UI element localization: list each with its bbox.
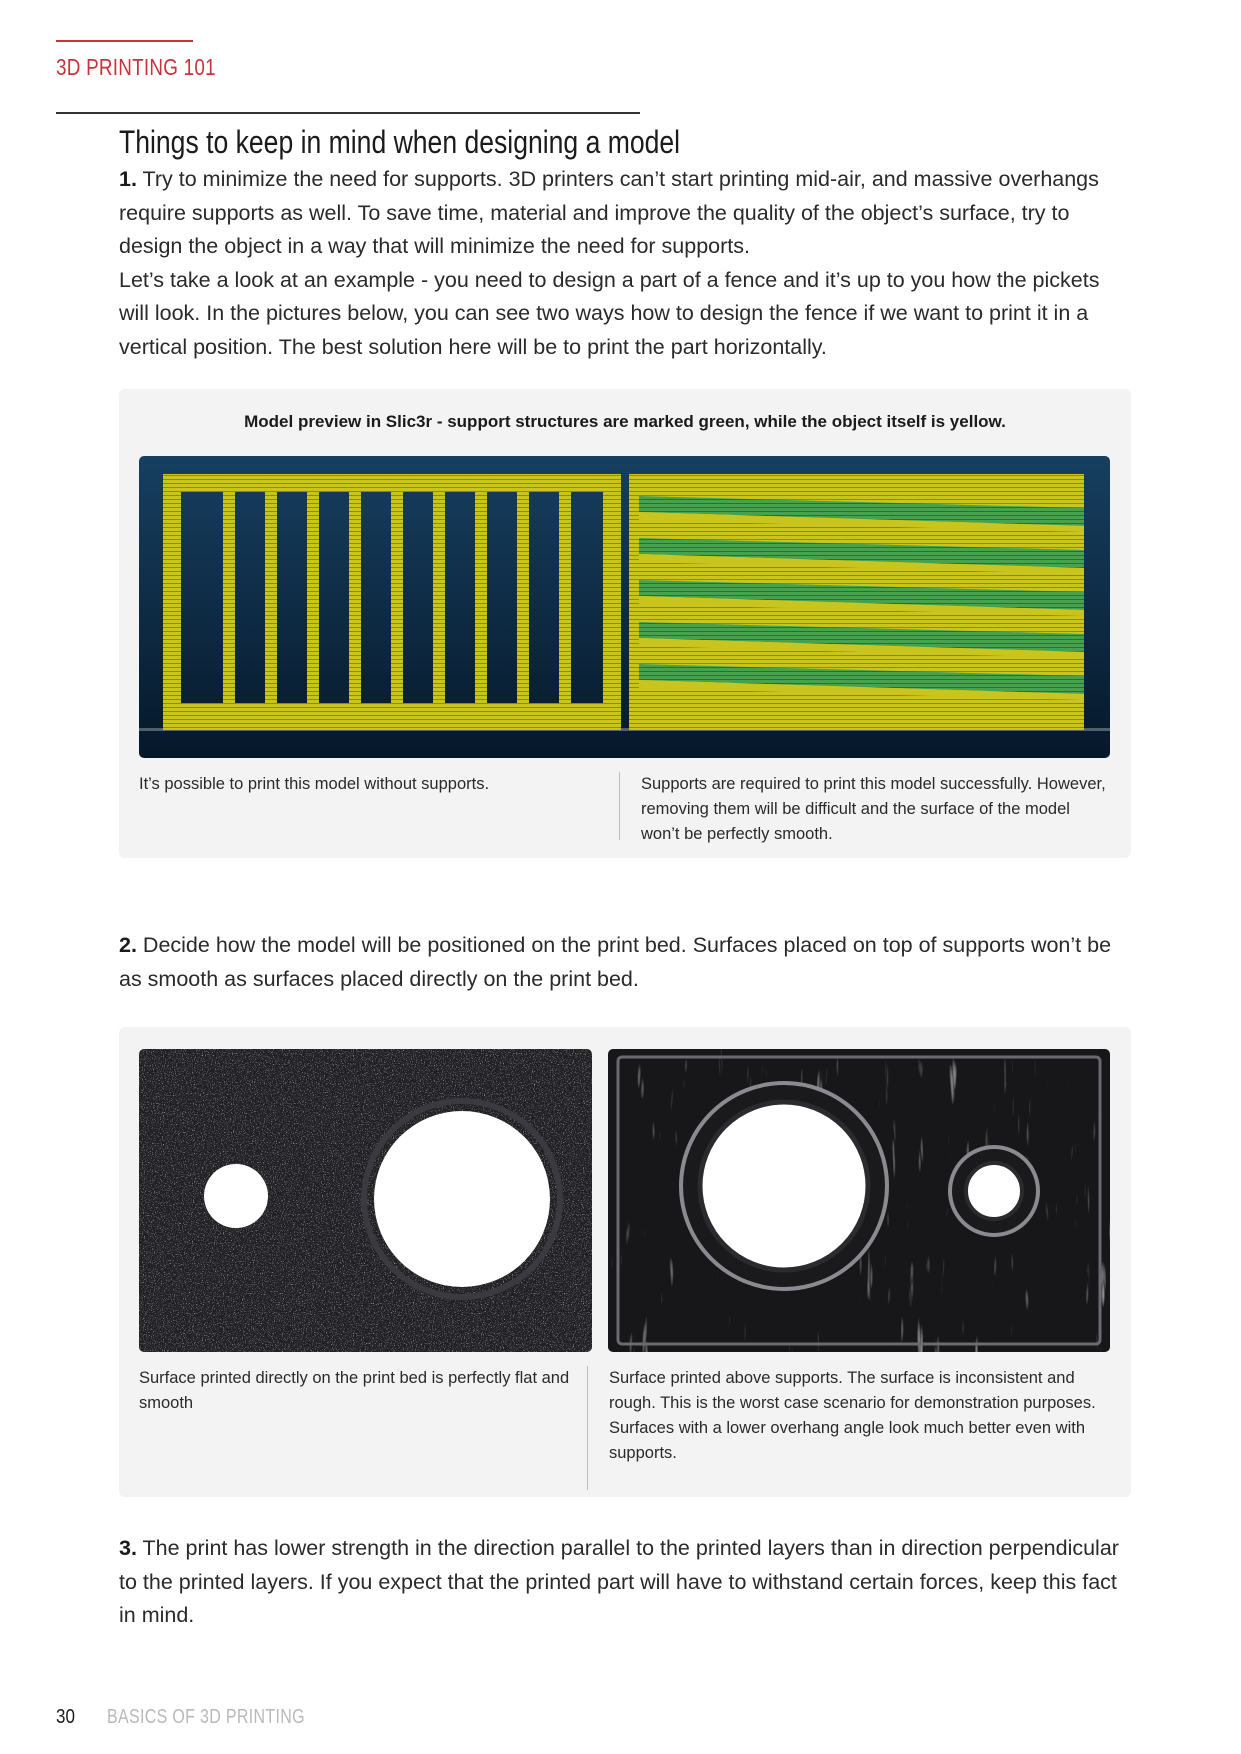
fence-picket bbox=[265, 492, 277, 703]
fence-picket bbox=[433, 492, 445, 703]
page-number: 30 bbox=[56, 1706, 75, 1728]
figure-1-caption-left: It’s possible to print this model without supports. bbox=[139, 775, 490, 793]
figure-1-title: Model preview in Slic3r - support structures are marked green, while the object itself is yellow. bbox=[244, 412, 1006, 431]
point-3-text: The print has lower strength in the direction parallel to the printed layers than in direction perpendicular to the printed layers. If you expect that the printed part will have to withstand certain forces, keep this fact in mind. bbox=[119, 1536, 1119, 1627]
point-1-text: Try to minimize the need for supports. 3D printers can’t start printing mid-air, and massive overhangs require supports as well. To save time, material and improve the quality of the object’s surface, try to design the object in a way that will minimize the need for supports. bbox=[119, 167, 1099, 258]
fence-picket bbox=[391, 492, 403, 703]
slicer-preview-svg bbox=[139, 456, 1110, 758]
figure-2-panel bbox=[119, 1027, 1131, 1497]
point-1-paragraph bbox=[119, 163, 1119, 364]
point-3-paragraph bbox=[119, 1532, 1119, 1633]
figure-1-caption-right: Supports are required to print this model successfully. However, removing them will be difficult and the surface of the model won’t be perfectly smooth. bbox=[641, 775, 1106, 843]
caption-divider bbox=[587, 1366, 588, 1490]
fence-picket bbox=[517, 492, 529, 703]
smooth-surface-photo bbox=[139, 1049, 592, 1352]
point-2-number: 2. bbox=[119, 933, 137, 957]
figure-2-caption-right: Surface printed above supports. The surface is inconsistent and rough. This is the worst case scenario for demonstration purposes. Surfaces with a lower overhang angle look much better even with supports. bbox=[609, 1369, 1096, 1462]
slicer-preview-image bbox=[139, 456, 1110, 758]
header-divider bbox=[56, 112, 640, 114]
section-heading: Things to keep in mind when designing a model bbox=[119, 124, 681, 160]
figure-1-panel bbox=[119, 389, 1131, 858]
point-1-number: 1. bbox=[119, 167, 137, 191]
point-3-number: 3. bbox=[119, 1536, 137, 1560]
header-accent-rule bbox=[56, 40, 193, 42]
rough-surface-photo bbox=[608, 1049, 1110, 1352]
caption-divider bbox=[619, 772, 620, 840]
section-label: 3D PRINTING 101 bbox=[56, 54, 216, 80]
fence-picket bbox=[307, 492, 319, 703]
fence-picket bbox=[223, 492, 235, 703]
fence-diagonal-pickets-model bbox=[629, 474, 1084, 730]
fence-picket bbox=[475, 492, 487, 703]
point-1-example: Let’s take a look at an example - you need to design a part of a fence and it’s up to you how the pickets will look. In the pictures below, you can see two ways how to design the fence if we want to print it in a vertical position. The best solution here will be to print the part horizontally. bbox=[119, 267, 1100, 359]
point-2-text: Decide how the model will be positioned on the print bed. Surfaces placed on top of supports won’t be as smooth as surfaces placed directly on the print bed. bbox=[119, 933, 1112, 991]
point-2-paragraph bbox=[119, 929, 1119, 996]
fence-picket bbox=[349, 492, 361, 703]
fence-picket bbox=[559, 492, 571, 703]
figure-2-caption-left: Surface printed directly on the print bed is perfectly flat and smooth bbox=[139, 1369, 570, 1412]
book-title: BASICS OF 3D PRINTING bbox=[107, 1706, 305, 1728]
